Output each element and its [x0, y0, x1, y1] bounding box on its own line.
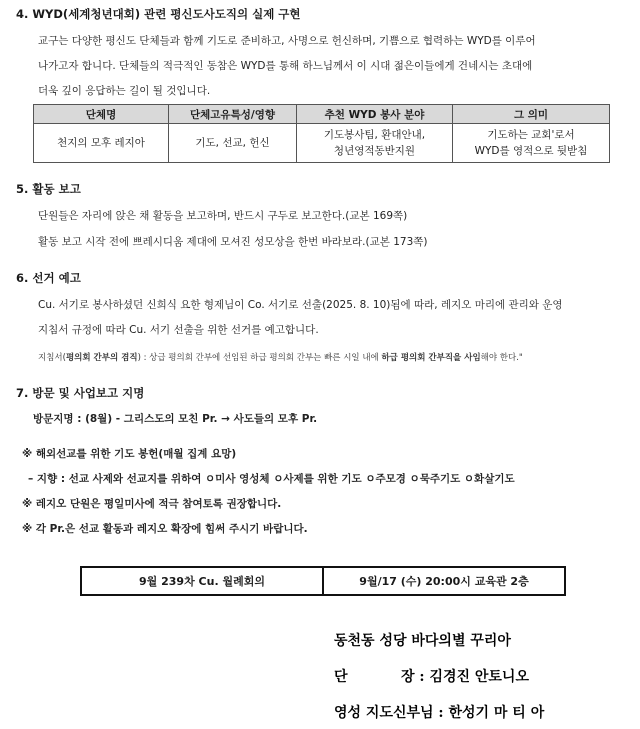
mass-notice: ※ 레지오 단원은 평일미사에 적극 참여토록 권장합니다. [22, 498, 282, 510]
note-suffix: 해야 한다." [480, 353, 523, 363]
section-7-heading: 7. 방문 및 사업보고 지명 [16, 386, 145, 400]
prayer-list: – 지향 : 선교 사제와 선교지를 위하여 ㅇ미사 영성체 ㅇ사제를 위한 기도 ㅇ주모경 ㅇ묵주기도 ㅇ화살기도 [28, 473, 515, 485]
table-cell: 기도봉사팀, 환대안내, 청년영적동반지원 [297, 124, 453, 163]
section-5-line-2: 활동 보고 시작 전에 쁘레시디움 제대에 모셔진 성모상을 한번 바라보라.(교본 173쪽) [38, 236, 428, 248]
note-mid: ) : 상급 평의회 간부에 선임된 하급 평의회 간부는 빠른 시일 내에 [137, 353, 382, 363]
signature-president-label: 단 [334, 669, 348, 685]
table-header: 그 의미 [453, 105, 610, 124]
section-6-line-1: Cu. 서기로 봉사하셨던 신희식 요한 형제님이 Co. 서기로 선출(2025. 8. 10)됨에 따라, 레지오 마리에 관리와 운영 [38, 299, 563, 311]
section-4-line-1: 교구는 다양한 평신도 단체들과 함께 기도로 준비하고, 사명으로 헌신하며, 기쁨으로 협력하는 WYD를 이루어 [38, 35, 536, 47]
section-4-heading: 4. WYD(세계청년대회) 관련 평신도사도직의 실제 구현 [16, 7, 301, 21]
section-4-line-2: 나가고자 합니다. 단체들의 적극적인 동참은 WYD를 통해 하느님께서 이 시대 젊은이들에게 건네시는 초대에 [38, 60, 533, 72]
meeting-box [80, 566, 566, 596]
table-row [34, 124, 610, 163]
wyd-table [33, 104, 610, 163]
section-4-line-3: 더욱 깊이 응답하는 길이 될 것입니다. [38, 85, 211, 97]
meeting-time: 9월/17 (수) 20:00시 교육관 2층 [322, 568, 564, 594]
note-bold-1: 평의회 간부의 겸직 [65, 353, 138, 363]
section-6-line-2: 지침서 규정에 따라 Cu. 서기 선출을 위한 선거를 예고합니다. [38, 324, 319, 336]
table-header: 단체고유특성/영향 [169, 105, 297, 124]
section-5-heading: 5. 활동 보고 [16, 182, 81, 196]
note-bold-2: 하급 평의회 간부직을 사임 [381, 353, 481, 363]
prayer-title: ※ 해외선교를 위한 기도 봉헌(매월 집계 요망) [22, 448, 237, 460]
signature-director: 영성 지도신부님 : 한성기 마 티 아 [334, 705, 545, 721]
mission-notice: ※ 각 Pr.은 선교 활동과 레지오 확장에 힘써 주시기 바랍니다. [22, 523, 308, 535]
note-prefix: 지침서( [38, 353, 66, 363]
signature-president: 장 : 김경진 안토니오 [401, 669, 529, 685]
section-6-heading: 6. 선거 예고 [16, 271, 81, 285]
section-5-line-1: 단원들은 자리에 앉은 채 활동을 보고하며, 반드시 구두로 보고한다.(교본 169쪽) [38, 210, 408, 222]
table-header: 추천 WYD 봉사 분야 [297, 105, 453, 124]
table-header-row [34, 105, 610, 124]
signature-parish: 동천동 성당 바다의별 꾸리아 [334, 633, 511, 649]
table-cell: 기도하는 교회'로서 WYD를 영적으로 뒷받침 [453, 124, 610, 163]
table-header: 단체명 [34, 105, 169, 124]
table-cell: 기도, 선교, 헌신 [169, 124, 297, 163]
section-6-note [38, 351, 523, 363]
table-cell: 천지의 모후 레지아 [34, 124, 169, 163]
visit-assignment: 방문지명 : (8월) - 그리스도의 모친 Pr. → 사도들의 모후 Pr. [33, 413, 318, 425]
meeting-title: 9월 239차 Cu. 월례회의 [139, 575, 265, 588]
